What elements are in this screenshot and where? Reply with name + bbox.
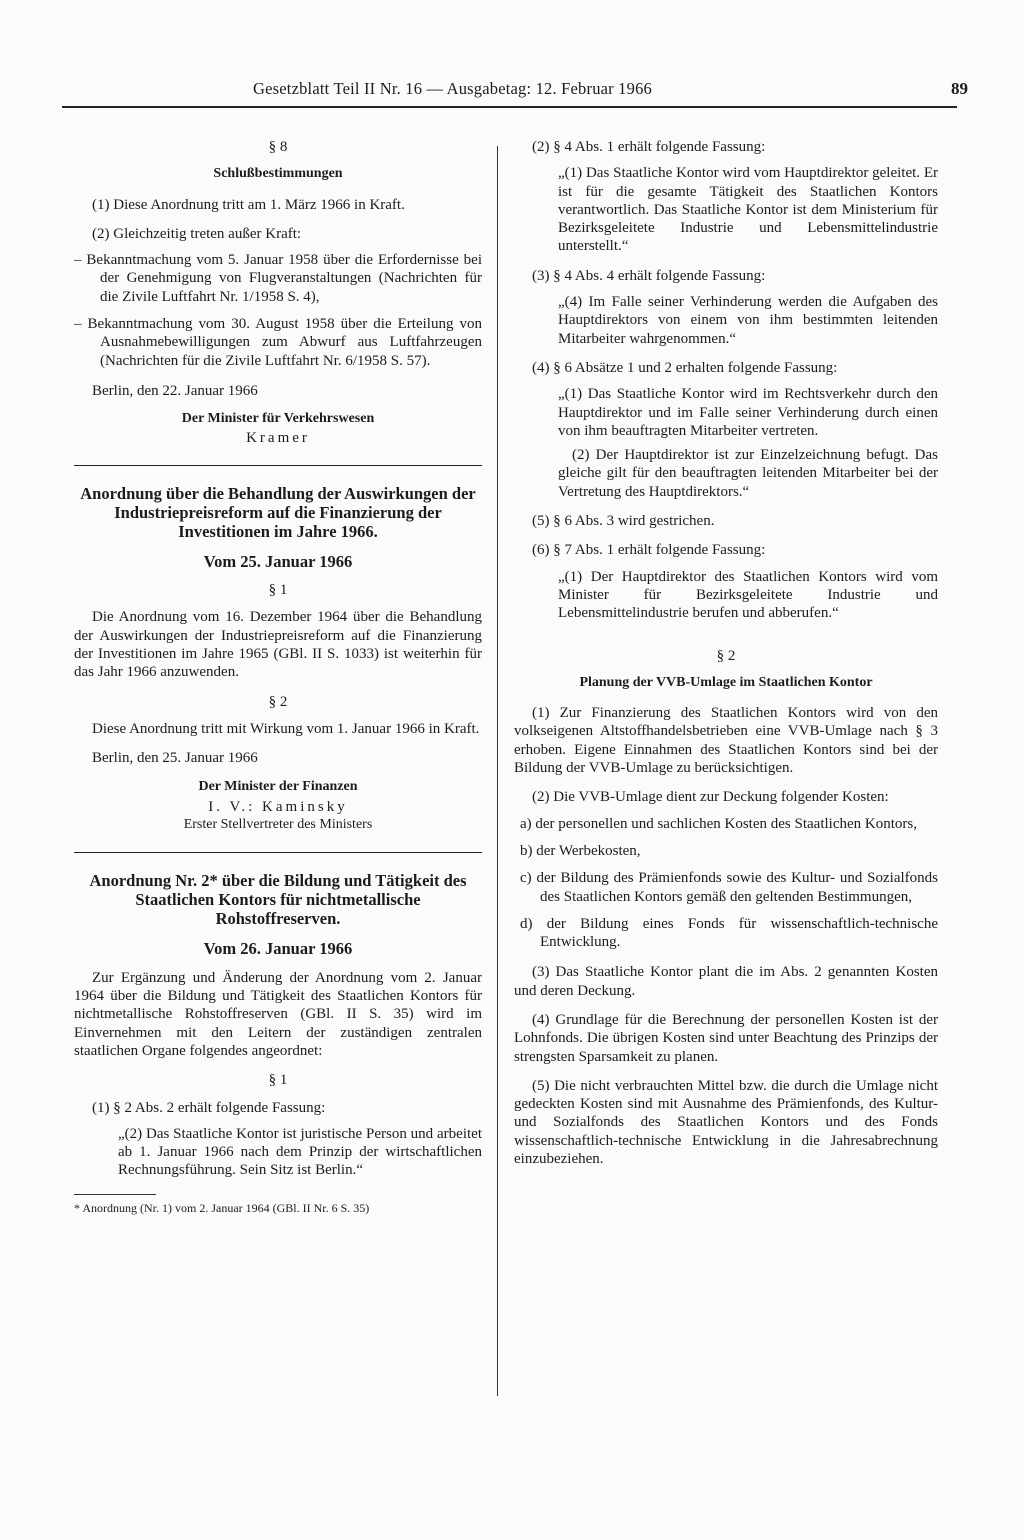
paragraph: (5) Die nicht verbrauchten Mittel bzw. die durch die Umlage nicht gedeckten Kosten sind mit Ausnahme des Prämienfonds, des Kultur- und Sozialfonds des Staatlichen Kontors und des Fonds wissenschaftlich-technische Entwicklung in die Jahresabrechnung einzubeziehen. (514, 1077, 938, 1168)
paragraph: (1) Zur Finanzierung des Staatlichen Kontors wird von den volkseigenen Altstoffhandelsbetrieben eine VVB-Umlage nach § 3 erhoben. Eigene Einnahmen des Staatlichen Kontors sind bei der Bildung der VVB-Umlage zu berücksichtigen. (514, 705, 938, 777)
page-number: 89 (951, 79, 968, 98)
section-divider (74, 465, 482, 466)
section-title: Schlußbestimmungen (213, 166, 343, 182)
place-date: Berlin, den 25. Januar 1966 (92, 750, 258, 767)
list-item: b) der Werbekosten, (520, 842, 641, 859)
paragraph: Diese Anordnung tritt mit Wirkung vom 1. Januar 1966 in Kraft. (92, 720, 480, 737)
paragraph: (2) § 4 Abs. 1 erhält folgende Fassung: (532, 139, 766, 155)
paragraph: Die Anordnung vom 16. Dezember 1964 über die Behandlung der Auswirkungen der Industriepreisreform auf die Finanzierung der Investitionen im Jahre 1965 (GBl. II S. 1033) ist weiterhin für das Jahr 1966 anzuwenden. (74, 609, 482, 681)
decree-title: Anordnung über die Behandlung der Auswirkungen der Industriepreisreform auf die Finanzierung der Investitionen im Jahre 1966. (80, 483, 476, 541)
section-number: § 2 (268, 693, 288, 710)
column-divider (497, 146, 498, 1396)
paragraph: (1) Diese Anordnung tritt am 1. März 1966 in Kraft. (92, 196, 405, 213)
quoted-text: „(1) Der Hauptdirektor des Staatlichen Kontors wird vom Minister für Bezirksgeleitete Industrie und Lebensmittelindustrie berufen und abberufen.“ (558, 568, 938, 622)
quoted-text: „(4) Im Falle seiner Verhinderung werden die Aufgaben des Hauptdirektors von einem von ihm bestimmten leitenden Mitarbeiter wahrgenommen.“ (558, 294, 938, 347)
quoted-text: „(1) Das Staatliche Kontor wird vom Hauptdirektor geleitet. Er ist für die gesamte Tätigkeit des Staatlichen Kontors verantwortlich. Das Staatliche Kontor ist dem Ministerium für Bezirksgeleitete Industrie und Lebensmittelindustrie unterstellt.“ (558, 165, 938, 255)
paragraph: (4) Grundlage für die Berechnung der personellen Kosten ist der Lohnfonds. Die übrigen Kosten sind unter Beachtung des Prinzips der strengsten Sparsamkeit zu planen. (514, 1011, 938, 1065)
decree-date: Vom 25. Januar 1966 (203, 551, 353, 571)
section-title: Planung der VVB-Umlage im Staatlichen Kontor (579, 674, 873, 690)
paragraph: (3) § 4 Abs. 4 erhält folgende Fassung: (532, 267, 766, 284)
place-date: Berlin, den 22. Januar 1966 (92, 382, 258, 399)
list-item: – Bekanntmachung vom 30. August 1958 über die Erteilung von Ausnahmebewilligungen zum Abwurf aus Luftfahrzeugen (Nachrichten für die Zivile Luftfahrt Nr. 6/1958 S. 57). (74, 316, 482, 369)
header-rule (62, 106, 957, 108)
left-column (74, 138, 482, 1215)
page-header-title: Gesetzblatt Teil II Nr. 16 — Ausgabetag: 12. Februar 1966 (253, 79, 652, 98)
section-divider (74, 852, 482, 853)
signatory-role: Erster Stellvertreter des Ministers (183, 817, 373, 833)
signatory-title: Der Minister der Finanzen (198, 778, 358, 794)
signatory-name: I. V.: Kaminsky (208, 798, 348, 815)
section-number: § 1 (268, 582, 288, 599)
paragraph: (4) § 6 Absätze 1 und 2 erhalten folgende Fassung: (532, 359, 838, 376)
paragraph: (6) § 7 Abs. 1 erhält folgende Fassung: (532, 542, 766, 559)
list-item: c) der Bildung des Prämienfonds sowie des Kultur- und Sozialfonds des Staatlichen Kontors gemäß den geltenden Bestimmungen, (520, 870, 938, 905)
footnote-rule (74, 1194, 156, 1195)
signatory-name: Kramer (246, 429, 310, 446)
quoted-text: „(1) Das Staatliche Kontor wird im Rechtsverkehr durch den Hauptdirektor und im Falle seiner Verhinderung durch einen von ihm beauftragten Mitarbeiter vertreten. (558, 386, 938, 439)
decree-date: Vom 26. Januar 1966 (203, 939, 353, 959)
paragraph: (2) Gleichzeitig treten außer Kraft: (92, 225, 302, 242)
list-item: – Bekanntmachung vom 5. Januar 1958 über die Erfordernisse bei der Genehmigung von Flugveranstaltungen (Nachrichten für die Zivile Luftfahrt Nr. 1/1958 S. 4), (74, 252, 482, 305)
paragraph: (2) Die VVB-Umlage dient zur Deckung folgender Kosten: (532, 789, 889, 806)
decree-title: Anordnung Nr. 2* über die Bildung und Tätigkeit des Staatlichen Kontors für nichtmetallische Rohstoffreserven. (89, 871, 467, 929)
section-number: § 8 (268, 139, 288, 155)
list-item: d) der Bildung eines Fonds für wissenschaftlich-technische Entwicklung. (520, 915, 938, 951)
quoted-text: (2) Der Hauptdirektor ist zur Einzelzeichnung befugt. Das gleiche gilt für den beauftragten leitenden Mitarbeiter bei der Vertretung des Hauptdirektors.“ (558, 447, 938, 500)
list-item: a) der personellen und sachlichen Kosten des Staatlichen Kontors, (520, 815, 917, 832)
paragraph: (3) Das Staatliche Kontor plant die im Abs. 2 genannten Kosten und deren Deckung. (514, 964, 938, 999)
quoted-text: „(2) Das Staatliche Kontor ist juristische Person und arbeitet ab 1. Januar 1966 nach dem Prinzip der wirtschaftlichen Rechnungsführung. Sein Sitz ist Berlin.“ (118, 1125, 482, 1179)
paragraph: (1) § 2 Abs. 2 erhält folgende Fassung: (92, 1099, 326, 1116)
section-number: § 1 (268, 1072, 288, 1089)
paragraph: Zur Ergänzung und Änderung der Anordnung vom 2. Januar 1964 über die Bildung und Tätigkeit des Staatlichen Kontors für nichtmetallische Rohstoffreserven (GBl. II S. 35) wird im Einvernehmen mit den Leitern der zuständigen zentralen staatlichen Organe folgendes angeordnet: (74, 969, 482, 1059)
paragraph: (5) § 6 Abs. 3 wird gestrichen. (532, 513, 715, 530)
signatory-title: Der Minister für Verkehrswesen (181, 411, 375, 427)
footnote: * Anordnung (Nr. 1) vom 2. Januar 1964 (GBl. II Nr. 6 S. 35) (74, 1200, 370, 1215)
right-column (514, 138, 938, 1168)
section-number: § 2 (716, 647, 736, 664)
